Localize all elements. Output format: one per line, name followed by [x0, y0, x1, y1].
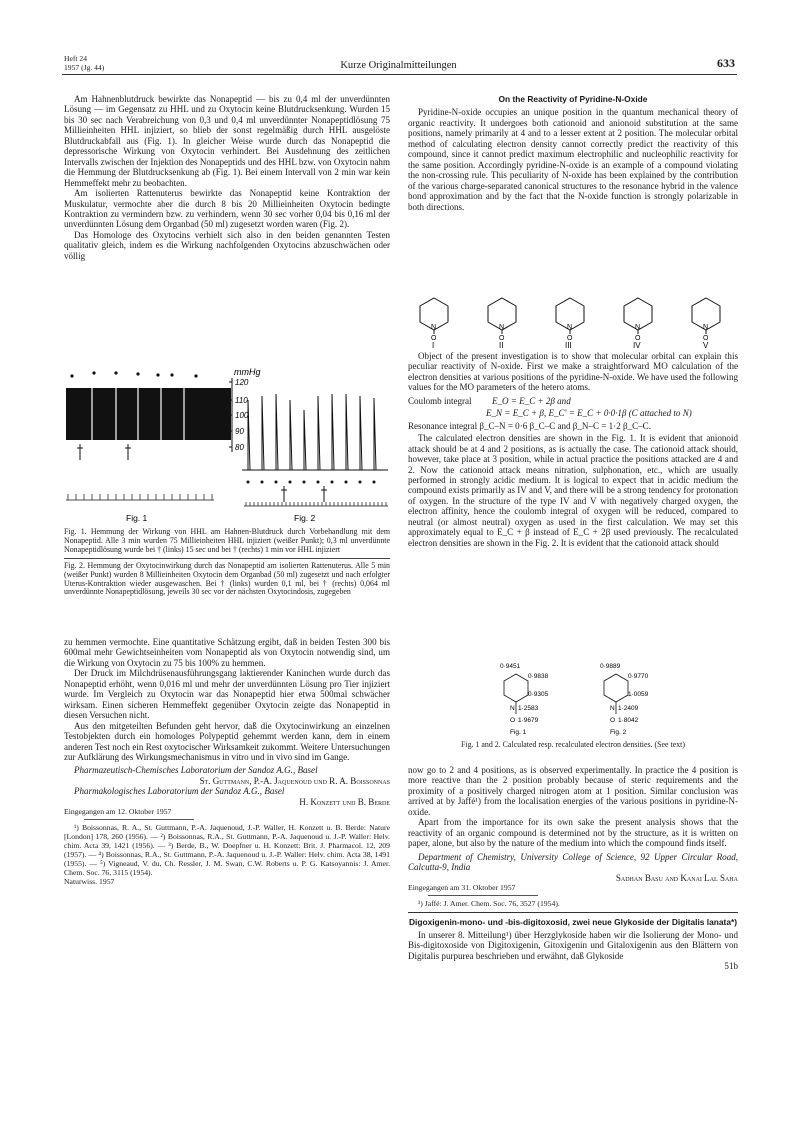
- svg-text:0·9889: 0·9889: [600, 663, 621, 670]
- svg-text:1·9679: 1·9679: [518, 717, 539, 724]
- svg-text:110: 110: [235, 396, 248, 405]
- paragraph: In unserer 8. Mitteilung¹) über Herzglykoside haben wir die Isolierung der Mono- und Bis-digitoxoside von Digitoxigenin, Gitoxigenin und Gitaloxigenin aus den Blättern von Digitalis purpurea beschrieben und erwähnt, daß Glykoside: [408, 929, 738, 961]
- svg-text:90: 90: [235, 427, 244, 436]
- svg-text:O: O: [635, 335, 641, 342]
- divider: [408, 912, 738, 913]
- footer-left: Naturwiss. 1957: [64, 877, 115, 887]
- page-number: 633: [717, 56, 735, 70]
- affiliation: Pharmazeutisch-Chemisches Laboratorium der Sandoz A.G., Basel: [74, 765, 318, 776]
- svg-text:N: N: [635, 324, 641, 331]
- figure-captions-left: [64, 528, 390, 597]
- svg-text:1·2409: 1·2409: [618, 705, 639, 712]
- paragraph: Am Hahnenblutdruck bewirkte das Nonapeptid — bis zu 0,4 ml der unverdünnten Lösung — im Gegensatz zu HHL und zu Oxytocin keine Blutdrucksenkung. Wurden 15 bis 30 sec nach Verabreichung von 0,3 und 0,4 ml unverdünnter Nonapeptidlösung 75 Millieinheiten HHL injiziert, so blieb der sonst regelmäßig durch HHL ausgelöste Blutdruckabfall aus (Fig. 1). In gleicher Weise wurde durch das Nonapeptid die depressorische Wirkung von Oxytocin verhindert. Bei Ausdehnung des zeitlichen Intervalls zwischen der Injektion des Nonapeptids und des HHL bzw. von Oxytocin nahm die Hemmung der Blutdrucksenkung ab (Fig. 1). Bei einem Intervall von 2 min war kein Hemmeffekt mehr zu beobachten.: [64, 94, 390, 188]
- svg-text:0·9305: 0·9305: [528, 691, 549, 698]
- caption: Fig. 2. Hemmung der Oxytocinwirkung durch das Nonapeptid am isolierten Rattenuterus. Alle 5 min (weißer Punkt) wurden 8 Millieinheiten Oxytocin dem Organbad (50 ml) zugesetzt und nach erfolgter Uterus-Kontraktion wieder ausgewaschen. Bei † (links) wurden 0,1 ml, bei † (rechts) 0,064 ml unverdünnte Nonapeptidlösung, jeweils 30 sec vor der nächsten Oxytocindosis, zugegeben: [64, 560, 390, 597]
- resonance-structures-svg: [412, 296, 736, 348]
- svg-text:100: 100: [235, 411, 249, 420]
- paragraph: now go to 2 and 4 positions, as is observed experimentally. In practice the 4 position is more reactive than the 2 position probably because of steric requirements and the proximity of a positively charged nitrogen atom at 1 position. Similar conclusion was arrived at by Jaffé¹) from the localisation energies of the various positions in pyridine-N-oxide.: [408, 765, 738, 817]
- density-values: [500, 663, 649, 724]
- fig2-label: Fig. 2: [610, 729, 627, 736]
- svg-text:1·8042: 1·8042: [618, 717, 639, 724]
- kymograph-figure: [66, 360, 390, 526]
- paragraph: zu hemmen vermochte. Eine quantitative Schätzung ergibt, daß in beiden Testen 300 bis 600mal mehr Gewichtseinheiten vom Nonapeptid als von Oxytocin notwendig sind, um die Wirkung von Oxytocin zu 75 bis 100% zu hemmen.: [64, 637, 390, 668]
- right-column-middle: [408, 351, 738, 548]
- svg-text:N: N: [567, 324, 573, 331]
- authors: Sadhan Basu and Kanai Lal Saha: [615, 872, 738, 883]
- svg-text:0·9451: 0·9451: [500, 663, 521, 670]
- svg-text:1·2583: 1·2583: [518, 705, 539, 712]
- resonance-structures: [412, 296, 736, 348]
- paragraph: Pyridine-N-oxide occupies an unique position in the quantum mechanical theory of organic reactivity. It undergoes both cationoid and anionoid substitution at the same positions, namely primarily at 4 and to a lesser extent at 2 position. The molecular orbital method of calculating electron density cannot correctly predict the reactivity of this compound, since it cannot predict maximum electrophilic and nucleophilic reactivity for the same position. Accordingly pyridine-N-oxide is an example of a compound violating the non-crossing rule. This peculiarity of N-oxide has been explained by the contribution of the various charge-separated canonical structures to the resonance hybrid in the valence bond approximation and by the fact that the N-oxide function is strongly polarizable in both directions.: [408, 107, 738, 212]
- fig1-label: Fig. 1: [126, 513, 148, 523]
- paragraph: Das Homologe des Oxytocins verhielt sich also in den beiden genannten Testen qualitativ gleich, indem es die Wirkung nachfolgenden Oxytocins abzuschwächen oder völlig: [64, 229, 390, 261]
- divider: [428, 895, 538, 896]
- structure-label: I: [432, 341, 435, 348]
- caption: Fig. 1. Hemmung der Wirkung von HHL am Hahnen-Blutdruck durch Vorbehandlung mit dem Nonapeptid. Alle 3 min wurden 75 Millieinheiten HHL injiziert (weißer Punkt); 0,3 ml unverdünnte Nonapeptidlösung wurde bei † (links) 15 sec und bei † (rechts) 1 min vor HHL injiziert: [64, 527, 390, 554]
- svg-text:O: O: [431, 335, 437, 342]
- structure-label: II: [499, 341, 504, 348]
- svg-text:O: O: [510, 717, 516, 724]
- electron-density-svg: [476, 660, 676, 740]
- structure-label: IV: [633, 341, 641, 348]
- left-column-bottom: [64, 637, 390, 886]
- right-column-top: [408, 94, 738, 212]
- fig1-label: Fig. 1: [510, 729, 527, 736]
- equation: E_O = E_C + 2β and: [491, 395, 571, 406]
- svg-text:0·9770: 0·9770: [628, 673, 649, 680]
- svg-text:1·0059: 1·0059: [628, 691, 649, 698]
- issue-number: Heft 24: [64, 54, 87, 63]
- authors: St. Guttmann, P.-A. Jaquenoud und R. A. Boissonnas: [199, 775, 390, 786]
- svg-text:N: N: [499, 324, 505, 331]
- footer-right: 51b: [724, 961, 738, 972]
- left-column-top: [64, 94, 390, 261]
- article-title: On the Reactivity of Pyridine-N-Oxide: [498, 94, 648, 104]
- paragraph: The calculated electron densities are shown in the Fig. 1. It is evident that anionoid attack should be at 4 and 2 positions, as is actually the case. The cationoid attack should, however, take place at 3 position, while in actual practice the positions attacked are 4 and 2. Now the cationoid attack means nitration, sulphonation, etc., which are usually performed in strongly acidic medium. It is logical to expect that in acidic medium the compound exists primarily as IV and V, and there will be a strong tendency for protonation of oxygen. In the structure of the type IV and V with negatively charged oxygen, the electron affinity, hence the coulomb integral of oxygen will be reduced, compared to neutral (or almost neutral) oxygen as used in the first calculation. We may set this approximately equal to E_C + β instead of E_C + 2β used previously. The recalculated electron densities are shown in the Fig. 2. It is evident that the cationoid attack should: [408, 433, 738, 548]
- svg-text:O: O: [567, 335, 573, 342]
- structure-label: III: [565, 341, 572, 348]
- svg-text:O: O: [499, 335, 505, 342]
- svg-text:80: 80: [235, 443, 244, 452]
- fig2-label: Fig. 2: [294, 513, 316, 523]
- paragraph: Der Druck im Milchdrüsenausführungsgang laktierender Kaninchen wurde durch das Nonapeptid erhöht, wenn 0,016 ml und mehr der unverdünnten Lösung pro Tier injiziert wurde. Im Vergleich zu Oxytocin war das Nonapeptid hier etwa 500mal schwächer wirksam. Einen sicheren Hemmeffekt gegenüber Oxytocin zeigte das Nonapeptid in diesen Versuchen nicht.: [64, 668, 390, 721]
- article-title: Digoxigenin-mono- und -bis-digitoxosid, zwei neue Glykoside der Digitalis lanata*): [408, 916, 738, 927]
- received-date: Eingegangen am 12. Oktober 1957: [64, 807, 172, 817]
- svg-text:N: N: [703, 324, 709, 331]
- paragraph: Aus den mitgeteilten Befunden geht hervor, daß die Oxytocinwirkung an einzelnen Testobjekten durch ein homologes Polypeptid gehemmt werden kann, dem in einem anderen Test noch ein Rest oxytocischer Wirksamkeit zukommt. Weitere Untersuchungen zur Aufklärung des Wirkungsmechanismus in vitro und in vivo sind im Gange.: [64, 720, 390, 762]
- svg-text:O: O: [610, 717, 616, 724]
- paragraph: Object of the present investigation is to show that molecular orbital can explain this peculiar reactivity of N-oxide. First we make a straightforward MO calculation of the electron densities at various positions of the pyridine-N-oxide. We have used the following values for the MO parameters of the hetero atoms.: [408, 351, 738, 393]
- affiliation: Pharmakologisches Laboratorium der Sandoz A.G., Basel: [74, 786, 285, 797]
- kymograph-traces: [66, 360, 390, 526]
- received-date: Eingegangen am 31. Oktober 1957: [408, 882, 516, 892]
- paragraph: Apart from the importance for its own sake the present analysis shows that the reactivity of an organic compound is determined not by the structure, as it is written on paper, alone, but also by the nature of the medium into which the compound finds itself.: [408, 817, 738, 849]
- svg-text:N: N: [431, 324, 437, 331]
- equation-label: Coulomb integral: [408, 395, 472, 406]
- equation-line: [408, 396, 738, 406]
- svg-text:N: N: [610, 705, 615, 712]
- divider: [84, 819, 194, 820]
- header-rule: [62, 74, 737, 75]
- equation: Resonance integral β_C–N = 0·6 β_C–C and β_N–C = 1·2 β_C–C.: [408, 420, 651, 431]
- references: ¹) Boissonnas, R. A., St. Guttmann, P.-A. Jaquenoud, J.-P. Waller, H. Konzett u. B. Berde: Nature [London] 178, 260 (1956). — ²) Boissonnas, R.A., St. Guttmann, P.-A. Jaquenoud u. J.-P. Waller: Helv. chim. Acta 39, 1421 (1956). — ³) Berde, B., W. Doepfner u. H. Konzett: Brit. J. Pharmacol. 12, 209 (1957). — ⁴) Boissonnas, R.A., St. Guttmann, P.-A. Jaquenoud u. J.-P. Waller: Helv. chim. Acta 38, 1491 (1955). — ⁵) Vigneaud, V. du, Ch. Ressler, J. M. Swan, C.W. Roberts u. P. G. Katsoyannis: J. Amer. Chem. Soc. 76, 3115 (1954).: [64, 823, 390, 878]
- equation: E_N = E_C + β, E_C' = E_C + 0·0·1β (C attached to N): [486, 408, 692, 419]
- affiliation: Department of Chemistry, University College of Science, 92 Upper Circular Road, Calcutta-9, India: [408, 851, 738, 873]
- electron-density-figure: [476, 660, 676, 740]
- svg-text:120: 120: [235, 378, 249, 387]
- axis-unit: mmHg: [234, 367, 261, 377]
- authors: H. Konzett und B. Berde: [299, 796, 390, 807]
- svg-text:0·9838: 0·9838: [528, 673, 549, 680]
- paragraph: Am isolierten Rattenuterus bewirkte das Nonapeptid keine Kontraktion der Muskulatur, vermochte aber die durch 8 bis 20 Millieinheiten Oxytocin bedingte Kontraktion zu vermindern bzw. zu verhindern, wenn 30 sec vorher 0,04 bis 0,16 ml der unverdünnten Lösung dem Organbad (50 ml) zugesetzt worden waren (Fig. 2).: [64, 188, 390, 230]
- right-column-bottom: [408, 765, 738, 972]
- section-title: Kurze Originalmitteilungen: [340, 60, 457, 71]
- svg-text:N: N: [510, 705, 515, 712]
- svg-text:O: O: [703, 335, 709, 342]
- axis-ticks: [235, 378, 249, 452]
- reference: ¹) Jaffé: J. Amer. Chem. Soc. 76, 3527 (1954).: [418, 898, 560, 908]
- issue-year: 1957 (Jg. 44): [64, 62, 105, 72]
- density-caption: Fig. 1 and 2. Calculated resp. recalculated electron densities. (See text): [461, 740, 685, 749]
- structure-label: V: [703, 341, 709, 348]
